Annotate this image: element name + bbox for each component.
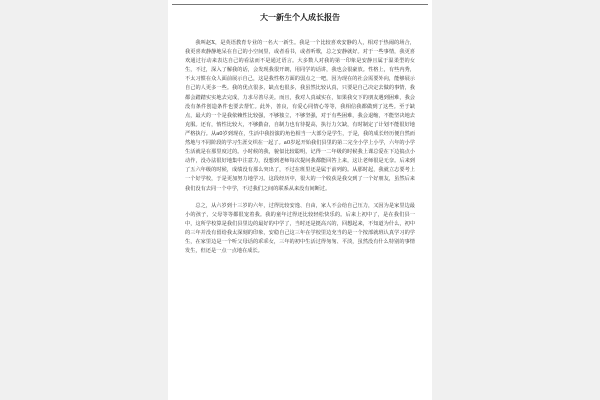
document-title: 大一新生个人成长报告 bbox=[260, 12, 340, 22]
document-body bbox=[185, 39, 415, 264]
paragraph-2: 总之，从六岁到十三岁的六年，过得比较安逸、自由，家人不会给自己压力，又因为是家里边最小的孩子，父母等等都很宠着我。我的童年过得还比较轻松快乐的。后来上初中了，是在我们县一中，这所学校算是我们县里边的最好的中学了，当时还是挺高兴的，回想起来，不知道为什么，初中的三年并没有留给我太深刻的印象，安稳自己这三年在学校里边充当的是一个按部就班认真学习的学生，在家里边是一个听父母话的乖乖女，三年的初中生活过得匆匆、平淡，虽然没有什么特别的事情发生，但还是一点一点地在成长。 bbox=[185, 202, 415, 255]
document-page bbox=[168, 0, 432, 400]
header-rule bbox=[172, 4, 428, 5]
paragraph-1: 我叫赵X，是英语教育专业的一名大一新生。我是一个比较喜欢安静的人，相对于热闹的场合，我更喜欢静静地呆在自己的小空间里，或者看书，或者听歌，总之安静就好。对于一些事情，我更喜欢通过行动来表达自己的看法而不是通过语言。大多数人对我的第一印象是安静且属于温柔型的女生，不过，深入了解我的话，会发现我很开朗，用同学的话讲，我也会很豪放。性格上，有些内秀，不太习惯在众人面前展示自己，这是我性格方面的弱点之一吧，因为现在的社会需要外向，能够展示自己的人更多一些。我的优点很多，缺点也很多，我虽然比较认真，只要是自己决定去做的事情，我都会踏踏实实地去完成，力求尽善尽美。而且，我对人真诚实在，如果我交下的朋友遇到困难，我会没有条件创造条件也要去帮忙。此外，善良，有爱心同情心等等，我相信我都做到了这些。至于缺点，最大的一个是我依赖性比较强，不够独立，不够坚强，对于有些困难，我会退缩，不能坚决地去克服。还有，惰性比较大，不够勤奋，自制力也有待提高，执行力欠缺，有时制定了计划不能很好地严格执行。从a0岁到现在，生活中我扮演的角色相当一大部分是学生，于是，我的成长经历便自然而然地与不同阶段的学习生涯交织在一起了。a0岁起开始我们县里的第二完全小学上小学，六年的小学生活就是在那里度过的。小时候的我，貌似比较聪明，记得一二年级的时候我上课总爱在下边搞点小动作，没办法很好地集中注意力，没想到老师每次提问我都能回答上来，这让老师很是无奈。后来到了五六年级的时候，成绩没有那么突出了，不过在班里还是属于前列的。从那时起，我就立志要考上一个好学校，于是更加努力地学习。这段经历中，很大的一个收获是我交到了一个好朋友，虽然后来我们没有去同一个中学，不过我们之间的联系从来没有间断过。 bbox=[185, 40, 415, 192]
